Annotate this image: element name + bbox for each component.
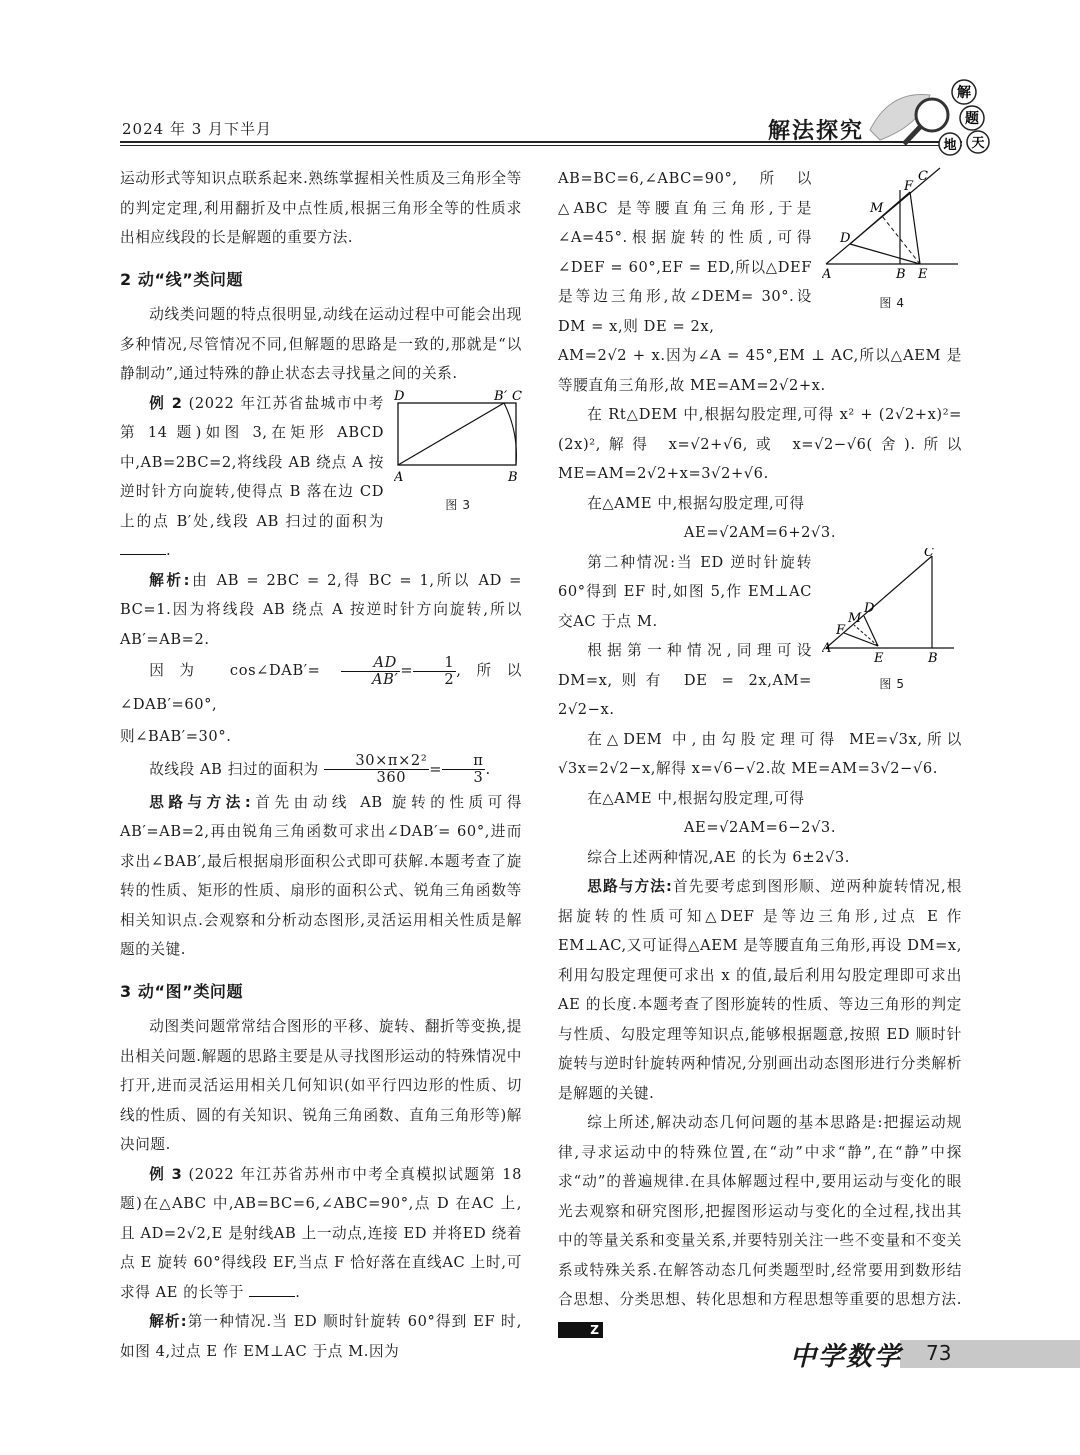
method-text: 首先要考虑到图形顺、逆两种旋转情况,根据旋转的性质可知△DEF 是等边三角形,过点 E 作 EM⊥AC,又可证得△AEM 是等腰直角三角形,再设 DM=x,利用勾股定理便可求出 x 的值,最后利用勾股定理即可求出 AE 的长度.本题考查了图形旋转的性质、等边三角形的判定与性质、勾股定理等知识点,能够根据题意,按照 ED 顺时针旋转与逆时针旋转两种情况,分别画出动态图形进行分类解析是解题的关键. xyxy=(558,878,963,1102)
label-E: E xyxy=(918,267,929,282)
example-3-end: . xyxy=(295,1283,301,1301)
label-D: D xyxy=(864,600,876,616)
figure-5 xyxy=(822,548,962,693)
frac-num: 30×π×2² xyxy=(324,753,429,770)
figure-4-caption: 图 4 xyxy=(879,295,905,310)
solution-text: 由 AB = 2BC = 2,得 BC = 1,所以 AD = BC=1.因为将线段 AB 绕点 A 按逆时针方向旋转,所以 AB′=AB=2. xyxy=(120,571,522,648)
paragraph: 在△AME 中,根据勾股定理,可得 xyxy=(587,494,805,512)
paragraph: 动图类问题常常结合图形的平移、旋转、翻折等变换,提出相关问题.解题的思路主要是从寻找图形运动的特殊情况中打开,进而灵活运用相关几何知识(如平行四边形的性质、切线的性质、圆的有关知识、锐角三角函数、直角三角形等)解决问题. xyxy=(120,1018,522,1153)
header-rule-thin xyxy=(120,145,962,146)
label-D: D xyxy=(394,388,406,404)
label-F: F xyxy=(904,179,914,194)
paragraph: 运动形式等知识点联系起来.熟练掌握相关性质及三角形全等的判定定理,利用翻折及中点性质,根据三角形全等的性质求出相应线段的长是解题的重要方法. xyxy=(120,170,522,246)
left-column xyxy=(120,164,522,1366)
header-rule xyxy=(120,141,962,143)
header-date: 2024 年 3 月下半月 xyxy=(122,120,273,138)
label-F: F xyxy=(836,622,846,638)
figure-5-diagram xyxy=(822,548,962,666)
example-3-text: (2022 年江苏省苏州市中考全真模拟试题第 18 题)在△ABC 中,AB=BC=6,∠ABC=90°,点 D 在AC 上,且 AD=2√2,E 是射线AB 上一动点,连接 ED 并将ED 绕着点 E 旋转 60°得线段 EF,当点 F 恰好落在直线AC 上时,可求得 AE 的长等于 xyxy=(120,1165,522,1301)
solution-label: 解析: xyxy=(149,1313,188,1330)
label-M: M xyxy=(848,610,862,626)
column-badge-logo xyxy=(860,70,990,160)
column-title: 解法探究 xyxy=(768,119,865,144)
badge-char-1: 解 xyxy=(957,85,971,101)
solution-text: . xyxy=(485,760,491,778)
solution-label: 解析: xyxy=(149,571,191,589)
frac-num: 1 xyxy=(413,655,456,672)
label-E: E xyxy=(874,650,885,666)
answer-blank xyxy=(120,540,166,555)
label-A: A xyxy=(394,469,404,485)
label-C: C xyxy=(512,388,522,404)
equals: = xyxy=(400,662,414,679)
label-A: A xyxy=(822,267,832,282)
frac-num: π xyxy=(442,753,485,770)
page-number: 73 xyxy=(926,1341,952,1365)
label-B: B xyxy=(896,267,907,282)
paragraph: 动线类问题的特点很明显,动线在运动过程中可能会出现多种情况,尽管情况不同,但解题的思路是一致的,那就是“以静制动”,通过特殊的静止状态去寻找量之间的关系. xyxy=(120,306,522,382)
frac-den: 360 xyxy=(376,769,407,786)
section-heading-3: 3 动“图”类问题 xyxy=(120,981,244,1001)
example-2-text: (2022 年江苏省盐城市中考第 14 题)如图 3,在矩形 ABCD 中,AB=2BC=2,将线段 AB 绕点 A 按逆时针方向旋转,使得点 B 落在边 CD 上的点 B′处,线段 AB 扫过的面积为 xyxy=(120,394,384,530)
equation: AE=√2AM=6+2√3. xyxy=(683,524,837,541)
equals: = xyxy=(429,760,443,778)
example-3-label: 例 3 xyxy=(149,1165,183,1183)
figure-3 xyxy=(394,389,522,514)
end-mark: Z xyxy=(558,1322,603,1338)
label-C: C xyxy=(924,547,935,560)
figure-4 xyxy=(822,164,962,311)
frac-den: 3 xyxy=(473,769,484,786)
magnifier-icon xyxy=(916,99,948,131)
summary-text: 综上所述,解决动态几何问题的基本思路是:把握运动规律,寻求运动中的特殊位置,在“动”中求“静”,在“静”中探求“动”的普遍规律.在具体解题过程中,要用运动与变化的眼光去观察和研究图形,把握图形运动与变化的全过程,找出其中的等量关系和变量关系,并要特别关注一些不变量和不变关系或特殊关系.在解答动态几何类题型时,经常要用到数形结合思想、分类思想、转化思想和方程思想等重要的思想方法. xyxy=(558,1114,962,1308)
paragraph: 综合上述两种情况,AE 的长为 6±2√3. xyxy=(587,848,851,866)
answer-blank xyxy=(249,1282,295,1297)
paragraph: 在△AME 中,根据勾股定理,可得 xyxy=(587,789,805,807)
badge-char-3: 天 xyxy=(971,136,985,151)
frac-den: AB′ xyxy=(371,670,399,688)
label-B-prime: B′ xyxy=(494,388,508,404)
solution-text: ,所以∠DAB′=60°, xyxy=(120,662,522,713)
frac-num: AD xyxy=(341,655,401,672)
paragraph: 第二种情况:当 ED 逆时针旋转 60°得到 EF 时,如图 5,作 EM⊥AC 交AC 于点 M. xyxy=(558,553,812,630)
badge-char-2: 题 xyxy=(965,111,979,127)
label-A: A xyxy=(822,640,832,656)
solution-text: 因为 cos∠DAB′= xyxy=(149,662,321,679)
solution-text: 故线段 AB 扫过的面积为 xyxy=(149,760,319,778)
figure-3-diagram xyxy=(394,389,522,487)
method-label: 思路与方法: xyxy=(587,878,673,895)
label-B: B xyxy=(508,469,519,485)
label-B: B xyxy=(928,650,939,666)
label-M: M xyxy=(870,201,884,216)
paragraph: 在△DEM 中,由勾股定理可得 ME=√3x,所以√3x=2√2−x,解得 x=√6−√2.故 ME=AM=3√2−√6. xyxy=(558,730,962,777)
solution-text: 则∠BAB′=30°. xyxy=(120,728,232,745)
paragraph: 根据第一种情况,同理可设 DM=x,则有 DE = 2x,AM= 2√2−x. xyxy=(558,642,812,718)
figure-3-caption: 图 3 xyxy=(445,498,471,512)
figure-5-caption: 图 5 xyxy=(879,677,905,691)
section-heading-2: 2 动“线”类问题 xyxy=(120,269,244,289)
frac-den: 2 xyxy=(444,670,455,688)
paragraph: AB=BC=6,∠ABC=90°,所以△ABC 是等腰直角三角形,于是∠A=45°.根据旋转的性质,可得∠DEF = 60°,EF = ED,所以△DEF 是等边三角形,故∠DEM= 30°.设 DM = x,则 DE = 2x, xyxy=(558,170,812,335)
right-column xyxy=(558,164,962,1344)
method-label: 思路与方法: xyxy=(149,793,252,811)
method-text: 首先由动线 AB 旋转的性质可得 AB′=AB=2,再由锐角三角函数可求出∠DAB′= 60°,进而求出∠BAB′,最后根据扇形面积公式即可获解.本题考查了旋转的性质、矩形的性质、扇形的面积公式、锐角三角函数等相关知识点.会观察和分析动态图形,灵活运用相关性质是解题的关键. xyxy=(120,793,522,958)
figure-4-diagram xyxy=(822,164,962,284)
paragraph: 在 Rt△DEM 中,根据勾股定理,可得 x² + (2√2+x)²=(2x)²,解得 x=√2+√6,或 x=√2−√6(舍).所以 ME=AM=2√2+x=3√2+√6. xyxy=(558,406,962,482)
badge-char-4: 地 xyxy=(943,138,957,153)
example-2-end: . xyxy=(166,542,172,559)
journal-brand: 中学数学 xyxy=(790,1342,903,1372)
paragraph: AM=2√2 + x.因为∠A = 45°,EM ⊥ AC,所以△AEM 是等腰直角三角形,故 ME=AM=2√2+x. xyxy=(558,347,962,394)
solution-text: 第一种情况.当 ED 顺时针旋转 60°得到 EF 时,如图 4,过点 E 作 EM⊥AC 于点 M.因为 xyxy=(120,1313,523,1360)
label-C: C xyxy=(918,169,929,184)
example-2-label: 例 2 xyxy=(149,394,183,412)
equation: AE=√2AM=6−2√3. xyxy=(683,819,837,836)
label-D: D xyxy=(840,231,852,246)
